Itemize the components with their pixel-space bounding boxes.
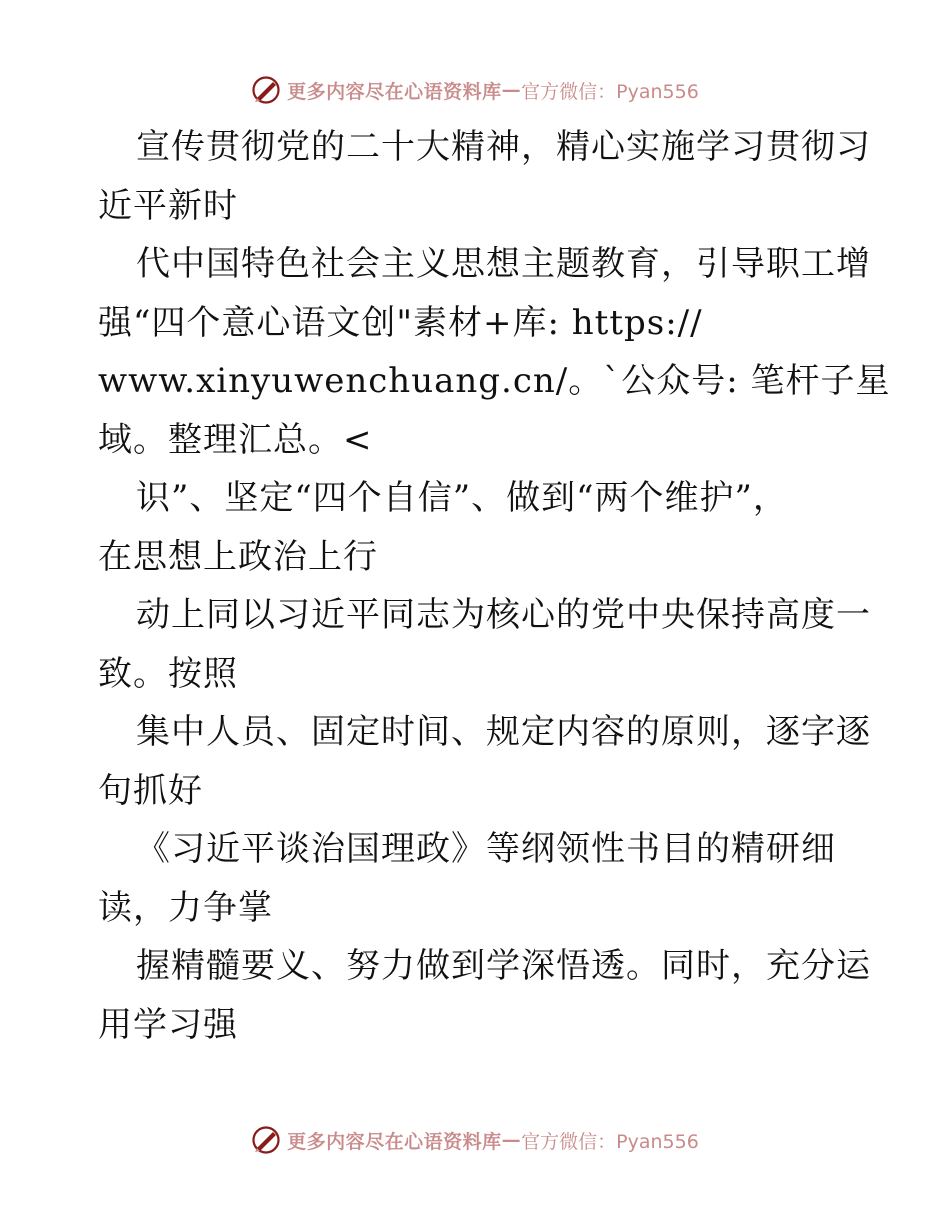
paragraph-line: 域。整理汇总。< [98, 419, 373, 460]
footer-banner-text: 更多内容尽在心语资料库 [287, 1130, 502, 1153]
paragraph-line: 读，力争掌 [98, 887, 273, 928]
header-banner [0, 70, 950, 110]
footer-banner [0, 1120, 950, 1160]
paragraph-line: 强“四个意心语文创"素材+库: https:// [98, 302, 703, 343]
footer-banner-separator: — [501, 1129, 522, 1151]
paragraph-line: 在思想上政治上行 [98, 536, 378, 577]
paragraph-line: 致。按照 [98, 653, 238, 694]
paragraph-line: 动上同以习近平同志为核心的党中央保持高度一 [136, 595, 871, 635]
paragraph-line: 用学习强 [98, 1004, 238, 1045]
footer-wechat-id: 官方微信：Pyan556 [521, 1130, 699, 1153]
pen-logo-icon [251, 1125, 281, 1155]
paragraph-line: 宣传贯彻党的二十大精神，精心实施学习贯彻习 [136, 127, 871, 167]
header-banner-text: 更多内容尽在心语资料库 [287, 80, 502, 103]
header-banner-separator: — [501, 79, 522, 101]
paragraph-line: 句抓好 [98, 770, 203, 811]
paragraph-line: 代中国特色社会主义思想主题教育，引导职工增 [136, 244, 871, 284]
document-body [98, 118, 891, 1054]
paragraph-line: 握精髓要义、努力做到学深悟透。同时，充分运 [136, 946, 871, 986]
paragraph-line: 近平新时 [98, 185, 238, 226]
pen-logo-icon [251, 75, 281, 105]
paragraph-line: 《习近平谈治国理政》等纲领性书目的精研细 [136, 829, 836, 869]
paragraph-line: 识”、坚定“四个自信”、做到“两个维护”， [136, 478, 788, 518]
header-wechat-id: 官方微信：Pyan556 [521, 80, 699, 103]
paragraph-line: www.xinyuwenchuang.cn/。`公众号: 笔杆子星 [98, 361, 891, 401]
paragraph-line: 集中人员、固定时间、规定内容的原则，逐字逐 [136, 712, 871, 752]
